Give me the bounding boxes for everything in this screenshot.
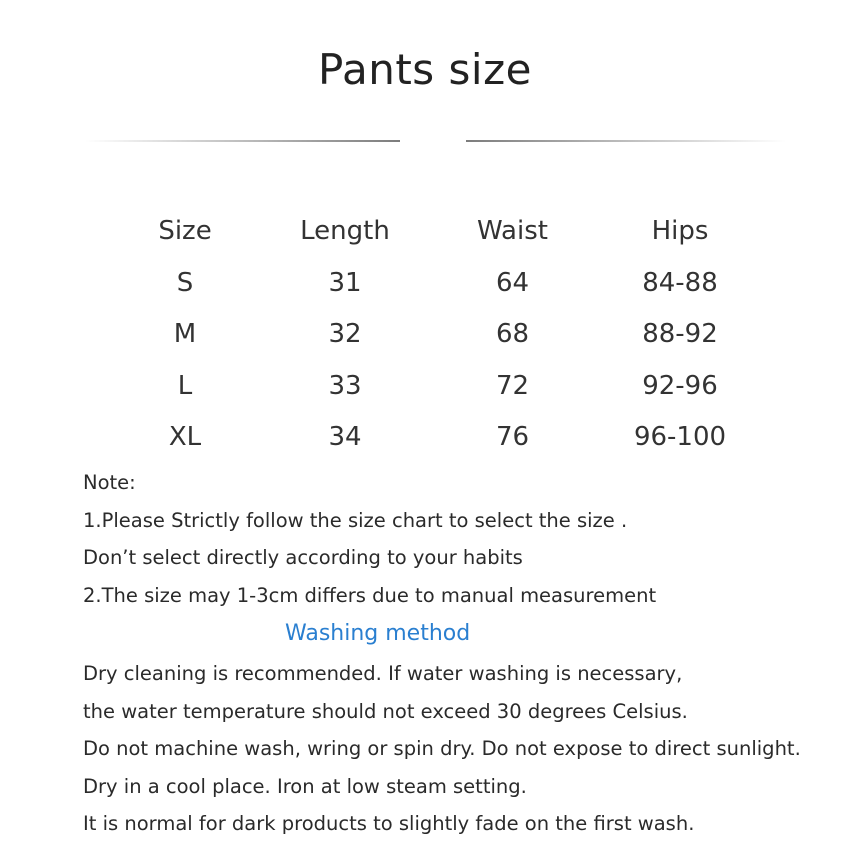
header-length: Length (300, 216, 390, 246)
title-divider-right (466, 140, 786, 142)
washing-method-title: Washing method (285, 621, 471, 646)
washing-line: Do not machine wash, wring or spin dry. Do not expose to direct sunlight. (83, 737, 801, 760)
header-waist: Waist (477, 216, 548, 246)
table-row (100, 309, 755, 361)
cell-waist: 64 (495, 267, 530, 298)
washing-line: It is normal for dark products to slightly fade on the first wash. (83, 812, 695, 835)
cell-size: L (177, 370, 193, 401)
cell-size: S (176, 267, 194, 298)
note-line: 1.Please Strictly follow the size chart to select the size . (83, 508, 628, 532)
table-row (100, 360, 755, 412)
cell-length: 33 (328, 370, 362, 401)
cell-hips: 96-100 (633, 422, 727, 453)
page-title: Pants size (318, 45, 532, 94)
table-row (100, 257, 755, 309)
cell-waist: 72 (495, 370, 530, 401)
cell-size: XL (168, 422, 202, 453)
cell-hips: 88-92 (642, 319, 718, 350)
cell-waist: 68 (495, 319, 530, 350)
note-line: 2.The size may 1-3cm differs due to manual measurement (83, 583, 657, 607)
header-size: Size (158, 216, 212, 246)
size-chart-table (100, 205, 755, 463)
notes-heading: Note: (83, 471, 136, 494)
washing-line: Dry in a cool place. Iron at low steam setting. (83, 774, 527, 798)
notes-section (83, 464, 656, 614)
washing-section (83, 655, 801, 843)
cell-hips: 92-96 (642, 370, 718, 401)
note-line: Don’t select directly according to your habits (83, 546, 523, 569)
cell-length: 32 (328, 319, 362, 350)
header-hips: Hips (651, 216, 709, 246)
title-divider-left (85, 140, 400, 142)
cell-length: 31 (328, 267, 362, 298)
cell-size: M (173, 319, 197, 350)
cell-length: 34 (328, 422, 362, 453)
cell-hips: 84-88 (642, 267, 718, 298)
cell-waist: 76 (495, 422, 530, 453)
washing-line: the water temperature should not exceed 30 degrees Celsius. (83, 699, 688, 723)
table-header-row (100, 205, 755, 257)
washing-line: Dry cleaning is recommended. If water washing is necessary, (83, 662, 683, 685)
table-row (100, 412, 755, 464)
